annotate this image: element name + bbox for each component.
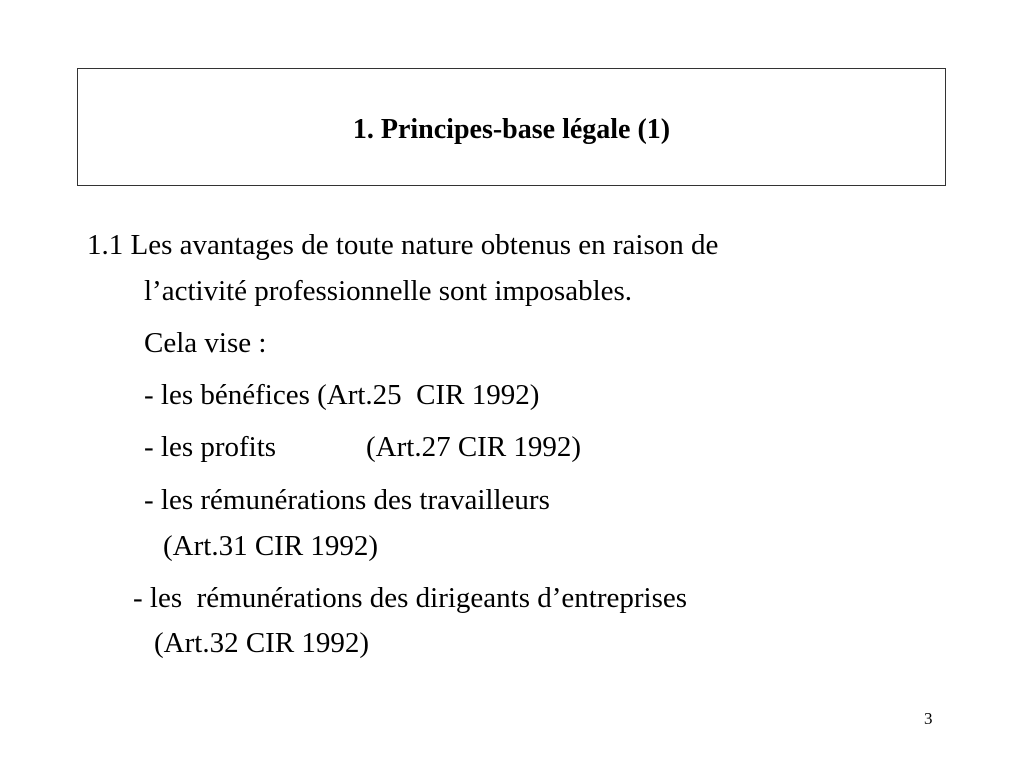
- slide-number: 3: [924, 709, 933, 728]
- slide-title: 1. Principes-base légale (1): [352, 114, 671, 145]
- list-item-remunerations-dirigeants-ref: (Art.32 CIR 1992): [154, 627, 370, 659]
- list-item-remunerations-travailleurs-ref: (Art.31 CIR 1992): [163, 530, 379, 562]
- list-item-remunerations-travailleurs: - les rémunérations des travailleurs: [144, 484, 550, 516]
- list-item-remunerations-dirigeants: - les rémunérations des dirigeants d’entreprises: [133, 582, 688, 614]
- list-item-profits-ref: (Art.27 CIR 1992): [366, 431, 582, 463]
- intro-text: Cela vise :: [144, 327, 267, 359]
- list-item-benefices: - les bénéfices (Art.25 CIR 1992): [144, 379, 540, 411]
- point-1-line-1: 1.1 Les avantages de toute nature obtenus en raison de: [87, 229, 719, 261]
- title-box: [77, 68, 946, 186]
- point-1-line-2: l’activité professionnelle sont imposables.: [144, 275, 633, 307]
- list-item-profits: - les profits: [144, 431, 277, 463]
